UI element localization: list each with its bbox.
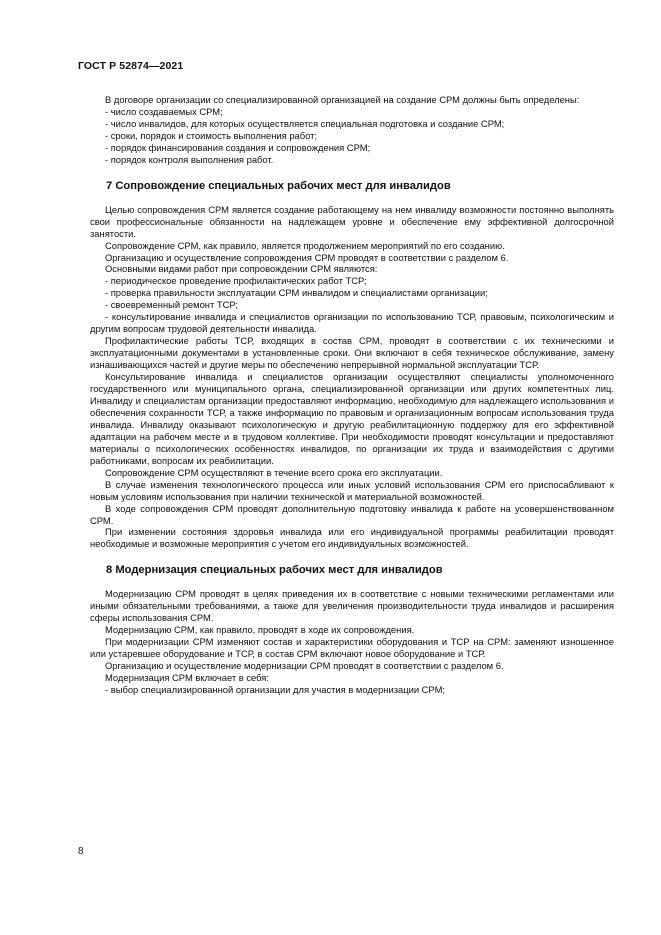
page-body <box>90 94 614 696</box>
section-7-paragraph: Целью сопровождения СРМ является создание работающему на нем инвалиду возможности постоянно выполнять свои профессиональные обязанности на надлежащем уровне и обеспечение ему эффективной долгосрочной занятости. <box>90 203 614 239</box>
section-7-paragraph: Профилактические работы ТСР, входящих в состав СРМ, проводят в соответствии с их техническими и эксплуатационными документами в установленные сроки. Они включают в себя техническое обслуживание, замену изнашивающихся частей и другие меры по обеспечению непрерывной нормальной эксплуатации ТСР. <box>90 335 614 371</box>
section-7-list-item: - консультирование инвалида и специалистов организации по использованию ТСР, правовым, психологическим и другим вопросам трудовой деятельности инвалида. <box>90 311 614 335</box>
section-8-paragraph: Модернизацию СРМ, как правило, проводят в ходе их сопровождения. <box>105 624 415 636</box>
intro-list-item: - порядок контроля выполнения работ. <box>105 153 274 165</box>
section-7-paragraph: Сопровождение СРМ осуществляют в течение всего срока его эксплуатации. <box>105 466 443 478</box>
section-7-heading: 7 Сопровождение специальных рабочих мест для инвалидов <box>106 179 451 192</box>
standard-designation: ГОСТ Р 52874—2021 <box>78 60 184 72</box>
page-number: 8 <box>78 846 84 857</box>
section-7-paragraph: В случае изменения технологического процесса или иных условий использования СРМ его приспосабливают к новым условиям использования при наличии технической и материальной возможностей. <box>90 478 614 502</box>
intro-paragraph: В договоре организации со специализированной организацией на создание СРМ должны быть определены: <box>105 94 580 105</box>
intro-list-item: - порядок финансирования создания и сопровождения СРМ; <box>105 141 371 153</box>
section-7-list-item: - проверка правильности эксплуатации СРМ инвалидом и специалистами организации; <box>105 287 488 299</box>
section-8-paragraph: Организацию и осуществление модернизации СРМ проводят в соответствии с разделом 6. <box>105 660 504 672</box>
section-7-paragraph: Организацию и осуществление сопровождения СРМ проводят в соответствии с разделом 6. <box>105 251 509 263</box>
section-7-list-item: - периодическое проведение профилактических работ ТСР; <box>105 275 367 287</box>
section-8-heading: 8 Модернизация специальных рабочих мест для инвалидов <box>106 564 443 577</box>
section-8-paragraph: При модернизации СРМ изменяют состав и характеристики оборудования и ТСР на СРМ: заменяют изношенное или устаревшее оборудование и ТСР, в состав СРМ включают новое оборудование и ТСР. <box>90 636 614 660</box>
section-8-paragraph: Модернизацию СРМ проводят в целях приведения их в соответствие с новыми техническими регламентами или иными обязательными требованиями, а также для увеличения производительности труда инвалидов и расширения сферы использования СРМ. <box>90 588 614 624</box>
section-7-paragraph: Основными видами работ при сопровождении СРМ являются: <box>105 263 378 275</box>
intro-list-item: - сроки, порядок и стоимость выполнения работ; <box>105 129 318 141</box>
section-7-paragraph: При изменении состояния здоровья инвалида или его индивидуальной программы реабилитации проводят необходимые и возможные мероприятия с учетом его индивидуальных возможностей. <box>90 526 614 550</box>
section-8-paragraph: Модернизация СРМ включает в себя: <box>105 672 269 684</box>
section-7-paragraph: Сопровождение СРМ, как правило, является продолжением мероприятий по его созданию. <box>105 239 505 251</box>
intro-list-item: - число создаваемых СРМ; <box>105 105 223 117</box>
section-7-list-item: - своевременный ремонт ТСР; <box>105 299 239 311</box>
section-7-paragraph: Консультирование инвалида и специалистов организации осуществляют специалисты уполномоченного государственного или муниципального органа, специализированной организации или других компетентных лиц. Инвалиду и специалистам организации предоставляют информацию, необходимую для надлежащего использования и обеспечения сохранности ТСР, а также информацию по правовым и организационным вопросам использования труда инвалида. Инвалиду оказывают психологическую и другую реабилитационную поддержку для его эффективной адаптации на рабочем месте и в трудовом коллективе. При необходимости проводят консультации и предоставляют материалы о психологических особенностях инвалидов, по организации их труда и взаимодействия с другими работниками, вопросам их реабилитации. <box>90 371 614 466</box>
section-7-paragraph: В ходе сопровождения СРМ проводят дополнительную подготовку инвалида к работе на усовершенствованном СРМ. <box>90 502 614 526</box>
section-8-list-item: - выбор специализированной организации для участия в модернизации СРМ; <box>105 683 445 695</box>
intro-list-item: - число инвалидов, для которых осуществляется специальная подготовка и создание СРМ; <box>105 117 505 129</box>
